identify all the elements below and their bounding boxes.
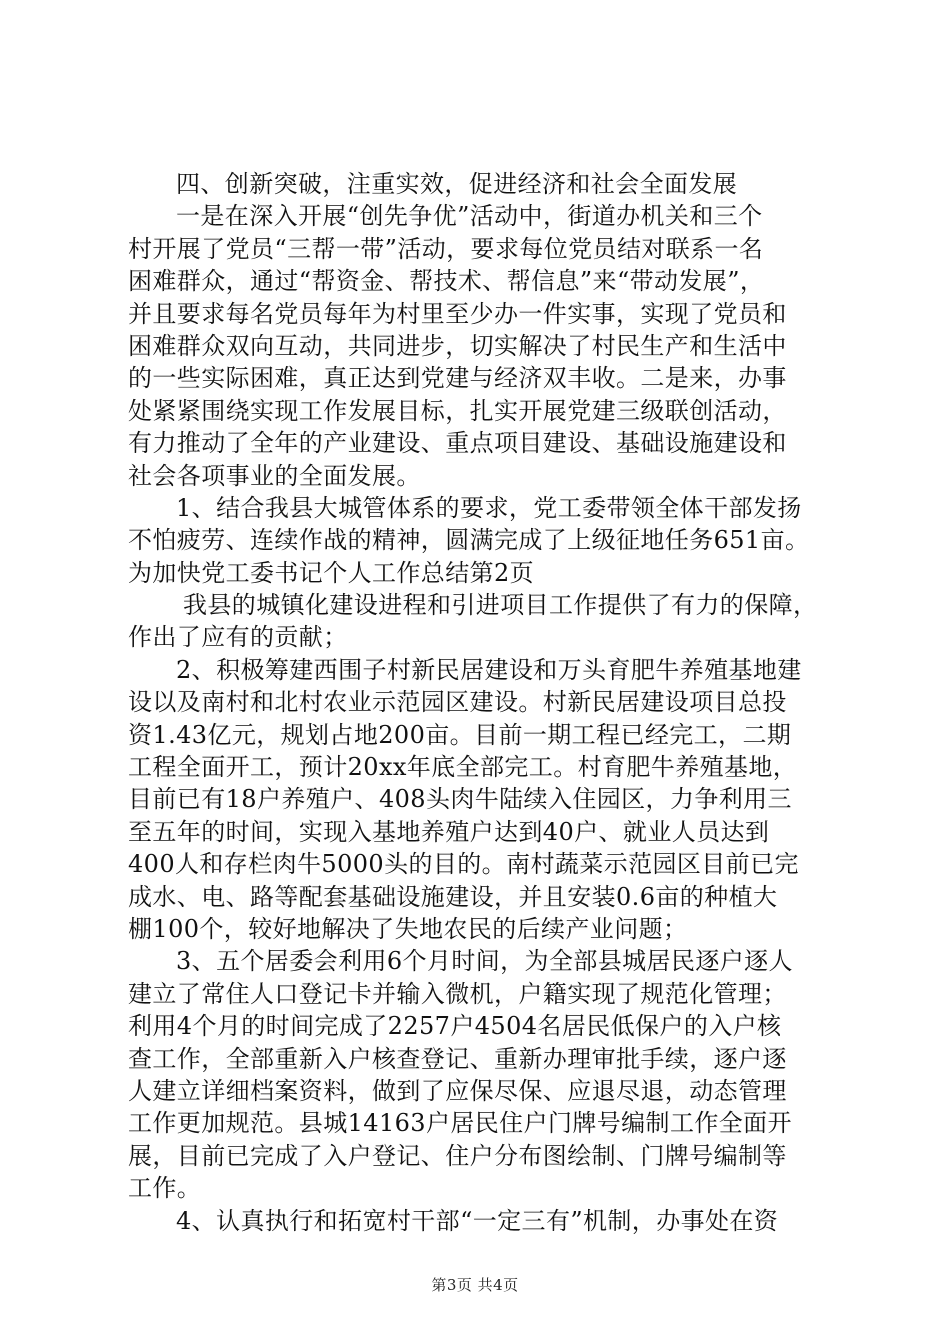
paragraph-line: 有力推动了全年的产业建设、重点项目建设、基础设施建设和 <box>128 429 787 458</box>
paragraph-line: 不怕疲劳、连续作战的精神，圆满完成了上级征地任务651亩。 <box>128 526 810 555</box>
paragraph-line: 目前已有18户养殖户、408头肉牛陆续入住园区，力争利用三 <box>128 785 792 814</box>
paragraph-line: 的一些实际困难，真正达到党建与经济双丰收。二是来，办事 <box>128 364 787 393</box>
paragraph-line: 展，目前已完成了入户登记、住户分布图绘制、门牌号编制等 <box>128 1141 787 1170</box>
paragraph-line: 棚100个，较好地解决了失地农民的后续产业问题； <box>128 914 688 943</box>
paragraph-line: 困难群众双向互动，共同进步，切实解决了村民生产和生活中 <box>128 331 787 360</box>
paragraph-line: 一是在深入开展“创先争优”活动中，街道办机关和三个 <box>176 202 763 231</box>
paragraph-line: 并且要求每名党员每年为村里至少办一件实事，实现了党员和 <box>128 299 787 328</box>
page-footer: 第3页 共4页 <box>431 1276 519 1294</box>
paragraph-line: 400人和存栏肉牛5000头的目的。南村蔬菜示范园区目前已完 <box>128 850 799 879</box>
paragraph-line: 工作。 <box>128 1174 202 1203</box>
paragraph-line: 我县的城镇化建设进程和引进项目工作提供了有力的保障， <box>183 591 818 620</box>
paragraph-line: 建立了常住人口登记卡并输入微机，户籍实现了规范化管理； <box>128 979 787 1008</box>
paragraph-line: 人建立详细档案资料，做到了应保尽保、应退尽退，动态管理 <box>128 1076 787 1105</box>
paragraph-line: 困难群众，通过“帮资金、帮技术、帮信息”来“带动发展”， <box>128 267 765 296</box>
paragraph-line: 工程全面开工，预计20xx年底全部完工。村育肥牛养殖基地， <box>128 753 798 782</box>
paragraph-line: 社会各项事业的全面发展。 <box>128 461 421 490</box>
paragraph-line: 设以及南村和北村农业示范园区建设。村新民居建设项目总投 <box>128 688 787 717</box>
paragraph-line: 利用4个月的时间完成了2257户4504名居民低保户的入户核 <box>128 1012 782 1041</box>
paragraph-line: 成水、电、路等配套基础设施建设，并且安装0.6亩的种植大 <box>128 882 778 911</box>
paragraph-line: 2、积极筹建西围子村新民居建设和万头育肥牛养殖基地建 <box>176 655 802 684</box>
paragraph-line: 3、五个居委会利用6个月时间，为全部县城居民逐户逐人 <box>176 947 793 976</box>
paragraph-line: 工作更加规范。县城14163户居民住户门牌号编制工作全面开 <box>128 1109 792 1138</box>
paragraph-line: 资1.43亿元，规划占地200亩。目前一期工程已经完工，二期 <box>128 720 792 749</box>
paragraph-line: 至五年的时间，实现入基地养殖户达到40户、就业人员达到 <box>128 817 770 846</box>
paragraph-line: 处紧紧围绕实现工作发展目标，扎实开展党建三级联创活动， <box>128 396 787 425</box>
paragraph-line: 1、结合我县大城管体系的要求，党工委带领全体干部发扬 <box>176 493 802 522</box>
document-body <box>128 168 832 1237</box>
paragraph-line: 为加快党工委书记个人工作总结第2页 <box>128 558 535 587</box>
paragraph-line: 作出了应有的贡献； <box>128 623 348 652</box>
section-heading: 四、创新突破，注重实效，促进经济和社会全面发展 <box>176 170 738 198</box>
paragraph-line: 查工作，全部重新入户核查登记、重新办理审批手续，逐户逐 <box>128 1044 787 1073</box>
paragraph-line: 4、认真执行和拓宽村干部“一定三有”机制，办事处在资 <box>176 1206 779 1235</box>
paragraph-line: 村开展了党员“三帮一带”活动，要求每位党员结对联系一名 <box>128 234 764 263</box>
